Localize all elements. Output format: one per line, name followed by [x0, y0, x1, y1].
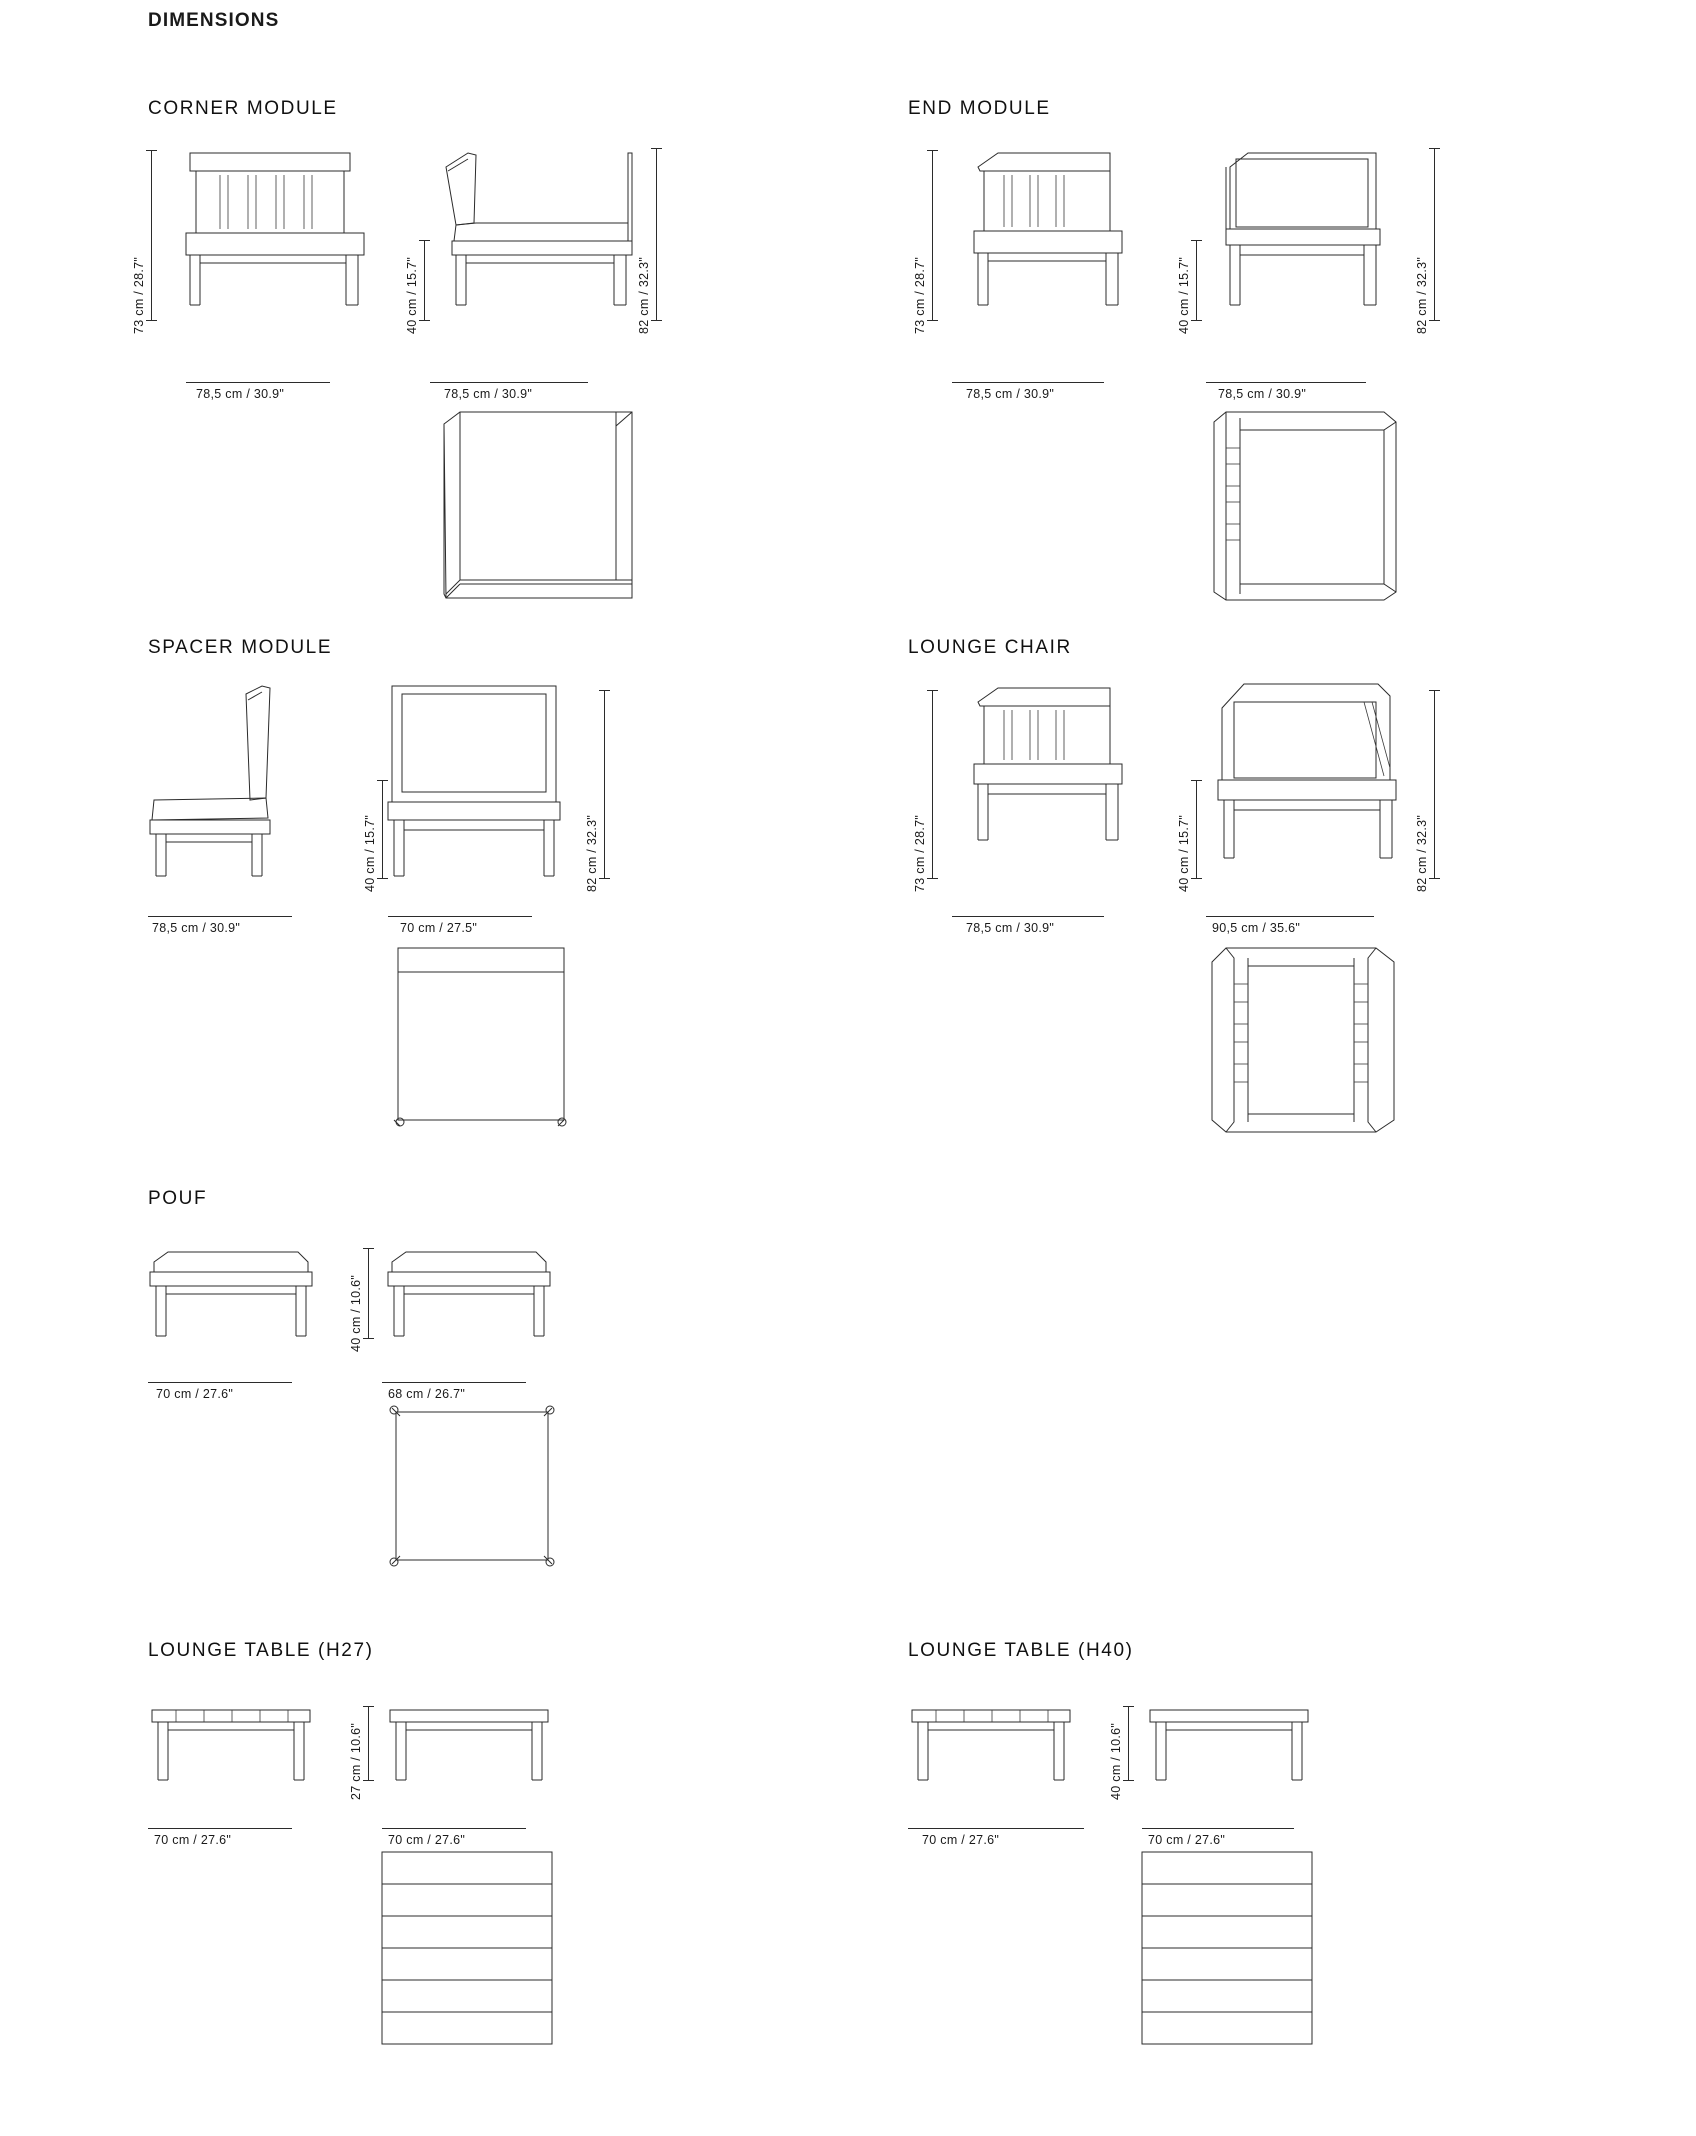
- table40-front-width-dimline: [908, 1828, 1084, 1829]
- table40-width-side-label: 70 cm / 27.6": [1148, 1833, 1226, 1847]
- section-title-lounge-chair: LOUNGE CHAIR: [908, 637, 1072, 658]
- section-title-pouf: POUF: [148, 1188, 208, 1209]
- end-width-side-label: 78,5 cm / 30.9": [1218, 387, 1307, 401]
- corner-seat-height-dimline: [424, 240, 425, 320]
- pouf-seat-height-dimline: [368, 1248, 369, 1338]
- chair-front-height-tick-bottom: [927, 878, 938, 879]
- corner-width-front-label: 78,5 cm / 30.9": [196, 387, 285, 401]
- table40-height-tick-top: [1123, 1706, 1134, 1707]
- corner-front-height-dimline: [151, 150, 152, 320]
- page-title: DIMENSIONS: [148, 10, 280, 31]
- corner-front-height-tick-top: [146, 150, 157, 151]
- table27-height-tick-bottom: [363, 1780, 374, 1781]
- lounge-table-h40-side-elevation: [1146, 1702, 1326, 1822]
- spacer-width-side-label: 70 cm / 27.5": [400, 921, 478, 935]
- corner-height-seat-label: 40 cm / 15.7": [405, 256, 419, 334]
- end-module-front-elevation: [950, 145, 1190, 350]
- corner-module-top-view: [436, 408, 652, 608]
- chair-side-width-dimline: [1206, 916, 1374, 917]
- chair-overall-height-dimline: [1434, 690, 1435, 878]
- table27-height-label: 27 cm / 10.6": [349, 1722, 363, 1800]
- table27-width-front-label: 70 cm / 27.6": [154, 1833, 232, 1847]
- end-overall-tick-top: [1429, 148, 1440, 149]
- spacer-seat-height-dimline: [382, 780, 383, 878]
- chair-height-back-label: 73 cm / 28.7": [913, 814, 927, 892]
- table27-width-side-label: 70 cm / 27.6": [388, 1833, 466, 1847]
- spacer-module-side-elevation: [386, 680, 596, 880]
- corner-side-width-dimline: [430, 382, 588, 383]
- end-seat-height-dimline: [1196, 240, 1197, 320]
- section-title-lounge-table-h27: LOUNGE TABLE (H27): [148, 1640, 374, 1661]
- pouf-top-view: [386, 1402, 566, 1582]
- corner-overall-tick-top: [651, 148, 662, 149]
- end-front-height-dimline: [932, 150, 933, 320]
- chair-overall-tick-bottom: [1429, 878, 1440, 879]
- spacer-side-width-dimline: [388, 916, 532, 917]
- section-title-end-module: END MODULE: [908, 98, 1051, 119]
- spacer-seat-tick-top: [377, 780, 388, 781]
- corner-module-side-elevation: [432, 145, 664, 350]
- end-front-width-dimline: [952, 382, 1104, 383]
- chair-front-height-dimline: [932, 690, 933, 878]
- corner-module-front-elevation: [150, 145, 400, 350]
- end-height-seat-label: 40 cm / 15.7": [1177, 256, 1191, 334]
- end-seat-tick-bottom: [1191, 320, 1202, 321]
- lounge-table-h27-side-elevation: [386, 1702, 566, 1822]
- pouf-seat-tick-top: [363, 1248, 374, 1249]
- spacer-seat-tick-bottom: [377, 878, 388, 879]
- end-width-front-label: 78,5 cm / 30.9": [966, 387, 1055, 401]
- lounge-chair-side-elevation: [1204, 680, 1434, 880]
- end-height-overall-label: 82 cm / 32.3": [1415, 256, 1429, 334]
- table27-side-width-dimline: [382, 1828, 526, 1829]
- pouf-height-seat-label: 40 cm / 10.6": [349, 1274, 363, 1352]
- chair-width-side-label: 90,5 cm / 35.6": [1212, 921, 1301, 935]
- end-front-height-tick-bottom: [927, 320, 938, 321]
- pouf-width-side-label: 68 cm / 26.7": [388, 1387, 466, 1401]
- end-module-top-view: [1206, 408, 1406, 608]
- corner-seat-tick-top: [419, 240, 430, 241]
- spacer-overall-tick-bottom: [599, 878, 610, 879]
- corner-front-height-tick-bottom: [146, 320, 157, 321]
- table40-side-width-dimline: [1142, 1828, 1294, 1829]
- spacer-height-seat-label: 40 cm / 15.7": [363, 814, 377, 892]
- corner-overall-tick-bottom: [651, 320, 662, 321]
- end-overall-tick-bottom: [1429, 320, 1440, 321]
- table27-height-tick-top: [363, 1706, 374, 1707]
- chair-height-seat-label: 40 cm / 15.7": [1177, 814, 1191, 892]
- chair-width-front-label: 78,5 cm / 30.9": [966, 921, 1055, 935]
- corner-width-side-label: 78,5 cm / 30.9": [444, 387, 533, 401]
- spacer-width-front-label: 78,5 cm / 30.9": [152, 921, 241, 935]
- chair-seat-tick-bottom: [1191, 878, 1202, 879]
- chair-front-height-tick-top: [927, 690, 938, 691]
- pouf-width-front-label: 70 cm / 27.6": [156, 1387, 234, 1401]
- spacer-height-overall-label: 82 cm / 32.3": [585, 814, 599, 892]
- lounge-chair-top-view: [1206, 944, 1406, 1136]
- pouf-side-width-dimline: [382, 1382, 526, 1383]
- table40-height-label: 40 cm / 10.6": [1109, 1722, 1123, 1800]
- spacer-overall-tick-top: [599, 690, 610, 691]
- chair-height-overall-label: 82 cm / 32.3": [1415, 814, 1429, 892]
- spacer-module-top-view: [392, 942, 572, 1132]
- lounge-table-h40-front-elevation: [908, 1702, 1088, 1822]
- chair-seat-height-dimline: [1196, 780, 1197, 878]
- end-overall-height-dimline: [1434, 148, 1435, 320]
- corner-height-overall-label: 82 cm / 32.3": [637, 256, 651, 334]
- corner-front-width-dimline: [186, 382, 330, 383]
- table27-front-width-dimline: [148, 1828, 292, 1829]
- lounge-chair-front-elevation: [950, 680, 1190, 880]
- table27-height-dimline: [368, 1706, 369, 1780]
- end-side-width-dimline: [1206, 382, 1366, 383]
- corner-height-back-label: 73 cm / 28.7": [132, 256, 146, 334]
- chair-front-width-dimline: [952, 916, 1104, 917]
- lounge-table-h27-top-view: [378, 1848, 560, 2048]
- end-seat-tick-top: [1191, 240, 1202, 241]
- section-title-lounge-table-h40: LOUNGE TABLE (H40): [908, 1640, 1134, 1661]
- corner-overall-height-dimline: [656, 148, 657, 320]
- pouf-side-elevation: [386, 1248, 566, 1368]
- end-module-side-elevation: [1212, 145, 1442, 350]
- end-front-height-tick-top: [927, 150, 938, 151]
- table40-width-front-label: 70 cm / 27.6": [922, 1833, 1000, 1847]
- pouf-seat-tick-bottom: [363, 1338, 374, 1339]
- corner-seat-tick-bottom: [419, 320, 430, 321]
- chair-overall-tick-top: [1429, 690, 1440, 691]
- section-title-corner-module: CORNER MODULE: [148, 98, 338, 119]
- spacer-module-front-elevation: [138, 680, 358, 880]
- table40-height-dimline: [1128, 1706, 1129, 1780]
- end-height-back-label: 73 cm / 28.7": [913, 256, 927, 334]
- section-title-spacer-module: SPACER MODULE: [148, 637, 333, 658]
- spacer-overall-height-dimline: [604, 690, 605, 878]
- lounge-table-h40-top-view: [1138, 1848, 1320, 2048]
- chair-seat-tick-top: [1191, 780, 1202, 781]
- spacer-front-width-dimline: [148, 916, 292, 917]
- lounge-table-h27-front-elevation: [148, 1702, 328, 1822]
- pouf-front-elevation: [148, 1248, 328, 1368]
- table40-height-tick-bottom: [1123, 1780, 1134, 1781]
- pouf-front-width-dimline: [148, 1382, 292, 1383]
